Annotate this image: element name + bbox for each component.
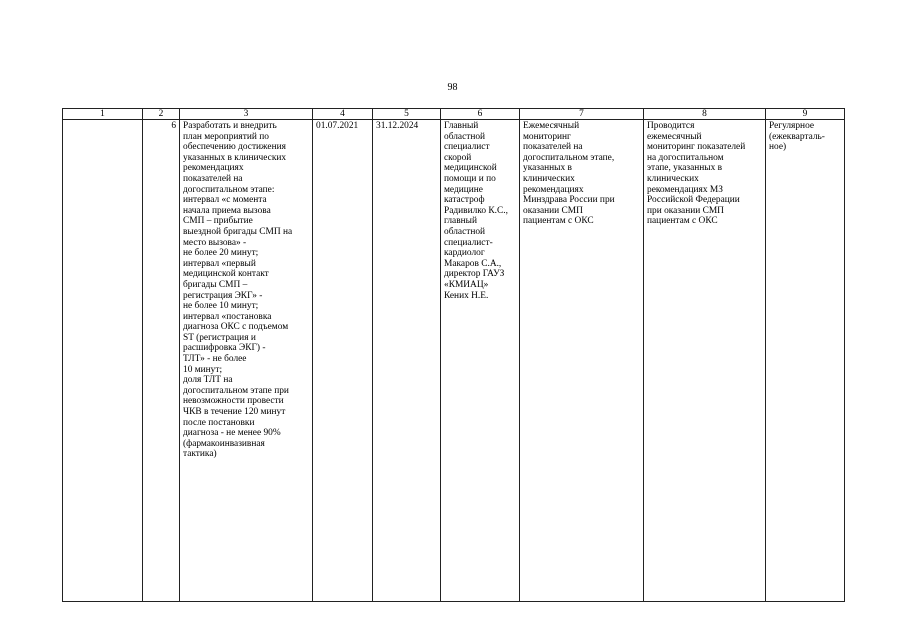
action-plan-table [62, 108, 845, 602]
cell-end-date: 31.12.2024 [373, 120, 441, 602]
cell-section [63, 120, 143, 602]
cell-responsible: Главный областной специалист скорой медицинской помощи и по медицине катастроф Радивилко К.С., главный областной специалист- кардиолог Макаров С.А., директор ГАУЗ «КМИАЦ» Кених Н.Е. [441, 120, 520, 602]
header-col-2: 2 [143, 109, 180, 120]
header-col-6: 6 [441, 109, 520, 120]
cell-result: Проводится ежемесячный мониторинг показателей на догоспитальном этапе, указанных в клинических рекомендациях МЗ Российской Федерации при оказании СМП пациентам с ОКС [644, 120, 766, 602]
header-col-1: 1 [63, 109, 143, 120]
header-col-7: 7 [520, 109, 644, 120]
cell-start-date: 01.07.2021 [313, 120, 373, 602]
header-col-8: 8 [644, 109, 766, 120]
table-header-row [63, 109, 845, 120]
header-col-9: 9 [766, 109, 845, 120]
cell-item-number: 6 [143, 120, 180, 602]
cell-indicator: Ежемесячный мониторинг показателей на догоспитальном этапе, указанных в клинических рекомендациях Минздрава России при оказании СМП пациентам с ОКС [520, 120, 644, 602]
page-number: 98 [447, 82, 458, 93]
table-row [63, 120, 845, 602]
header-col-3: 3 [180, 109, 313, 120]
cell-measure: Разработать и внедрить план мероприятий по обеспечению достижения указанных в клинических рекомендациях показателей на догоспитальном этапе: интервал «с момента начала приема вызова СМП – прибытие выездной бригады СМП на место вызова» - не более 20 минут; интервал «первый медицинской контакт бригады СМП – регистрация ЭКГ» - не более 10 минут; интервал «постановка диагноза ОКС с подъемом ST (регистрация и расшифровка ЭКГ) - ТЛТ» - не более 10 минут; доля ТЛТ на догоспитальном этапе при невозможности провести ЧКВ в течение 120 минут после постановки диагноза - не менее 90% (фармакоинвазивная тактика) [180, 120, 313, 602]
header-col-5: 5 [373, 109, 441, 120]
cell-periodicity: Регулярное (ежекварталь- ное) [766, 120, 845, 602]
header-col-4: 4 [313, 109, 373, 120]
